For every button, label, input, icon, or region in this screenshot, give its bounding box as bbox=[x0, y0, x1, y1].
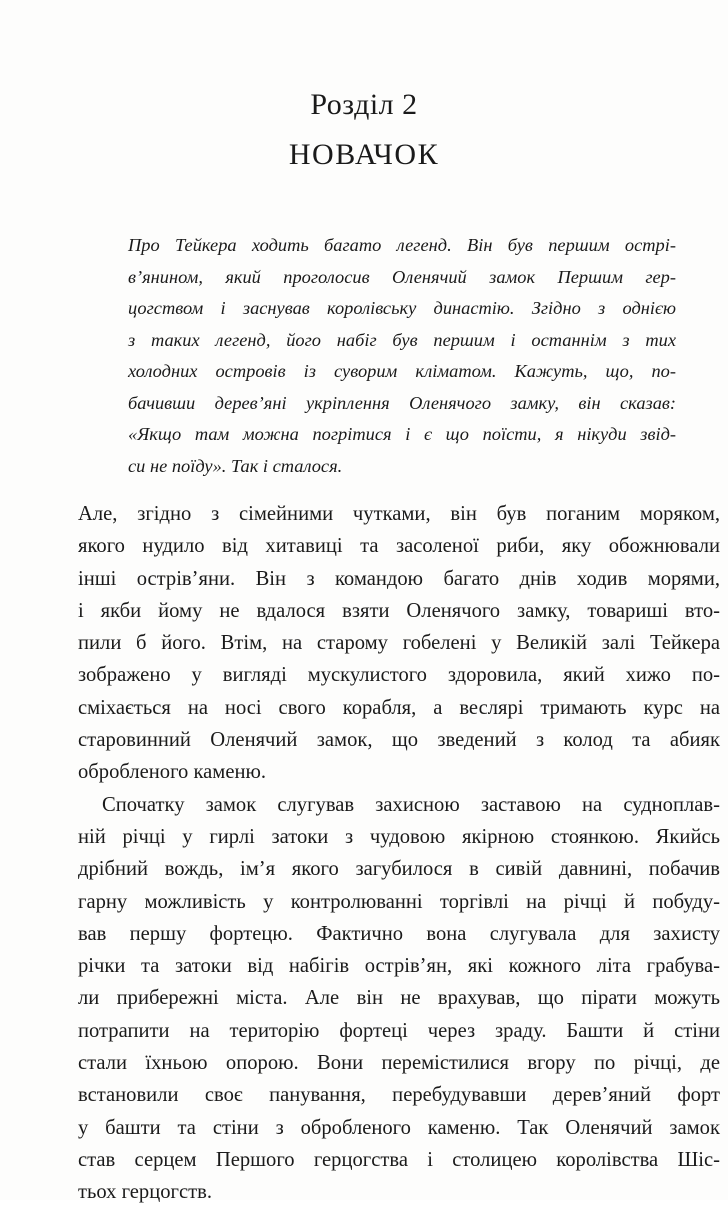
epigraph-line: бачивши дерев’яні укріплення Оленячого замку, він сказав: bbox=[128, 392, 676, 413]
body-line: вав першу фортецю. Фактично вона слугувала для захисту bbox=[78, 922, 720, 945]
body-line: пили б його. Втім, на старому гобелені у Великій залі Тейкера bbox=[78, 632, 720, 655]
body-line: дрібний вождь, ім’я якого загубилося в сивій давнині, побачив bbox=[78, 858, 720, 881]
body-line: встановили своє панування, перебудувавши дерев’яний форт bbox=[78, 1084, 720, 1107]
chapter-number: Розділ 2 bbox=[310, 88, 418, 121]
body-line: зображено у вигляді мускулистого здоровила, який хижо по- bbox=[78, 664, 720, 687]
body-line: сміхається на носі свого корабля, а веслярі тримають курс на bbox=[78, 696, 720, 719]
epigraph-line: «Якщо там можна погрітися і є що поїсти, я нікуди звід- bbox=[128, 424, 676, 444]
epigraph-line: холодних островів із суворим кліматом. Кажуть, що, по- bbox=[128, 361, 676, 381]
body-line: став серцем Першого герцогства і столицею королівства Шіс- bbox=[78, 1148, 720, 1171]
body-line: старовинний Оленячий замок, що зведений з колод та абияк bbox=[78, 729, 720, 752]
body-text bbox=[78, 498, 720, 1209]
body-line: стали їхньою опорою. Вони перемістилися вгору по річці, де bbox=[78, 1052, 720, 1075]
body-line: якого нудило від хитавиці та засоленої риби, яку обожнювали bbox=[78, 535, 720, 558]
body-line: ли прибережні міста. Але він не врахував, що пірати можуть bbox=[78, 987, 720, 1010]
paragraph-1 bbox=[78, 498, 720, 789]
paragraph-2 bbox=[78, 789, 720, 1209]
epigraph-line: цогством і заснував королівську династію. Згідно з однією bbox=[128, 298, 676, 318]
chapter-title: НОВАЧОК bbox=[288, 138, 440, 171]
epigraph-line: в’янином, який проголосив Оленячий замок Першим гер- bbox=[128, 266, 676, 287]
body-line: Спочатку замок слугував захисною заставою на судноплав- bbox=[102, 793, 720, 816]
body-line: ній річці у гирлі затоки з чудовою якірною стоянкою. Якийсь bbox=[78, 825, 720, 848]
epigraph bbox=[128, 230, 676, 482]
epigraph-line: з таких легенд, його набіг був першим і останнім з тих bbox=[128, 329, 676, 350]
body-line: інші острів’яни. Він з командою багато днів ходив морями, bbox=[78, 567, 720, 590]
body-line: потрапити на територію фортеці через зраду. Башти й стіни bbox=[78, 1019, 720, 1042]
body-line: річки та затоки від набігів острів’ян, які кожного літа грабува- bbox=[78, 955, 720, 978]
body-line: і якби йому не вдалося взяти Оленячого замку, товариші вто- bbox=[78, 599, 720, 622]
body-line: Але, згідно з сімейними чутками, він був поганим моряком, bbox=[78, 503, 720, 525]
body-line: гарну можливість у контролюванні торгівлі на річці й побуду- bbox=[78, 890, 720, 913]
body-line: обробленого каменю. bbox=[78, 761, 267, 784]
epigraph-line: Про Тейкера ходить багато легенд. Він був першим острі- bbox=[128, 235, 676, 255]
body-line: у башти та стіни з обробленого каменю. Так Оленячий замок bbox=[78, 1116, 720, 1139]
epigraph-line: си не поїду». Так і сталося. bbox=[128, 455, 343, 476]
body-line: тьох герцогств. bbox=[78, 1181, 213, 1204]
